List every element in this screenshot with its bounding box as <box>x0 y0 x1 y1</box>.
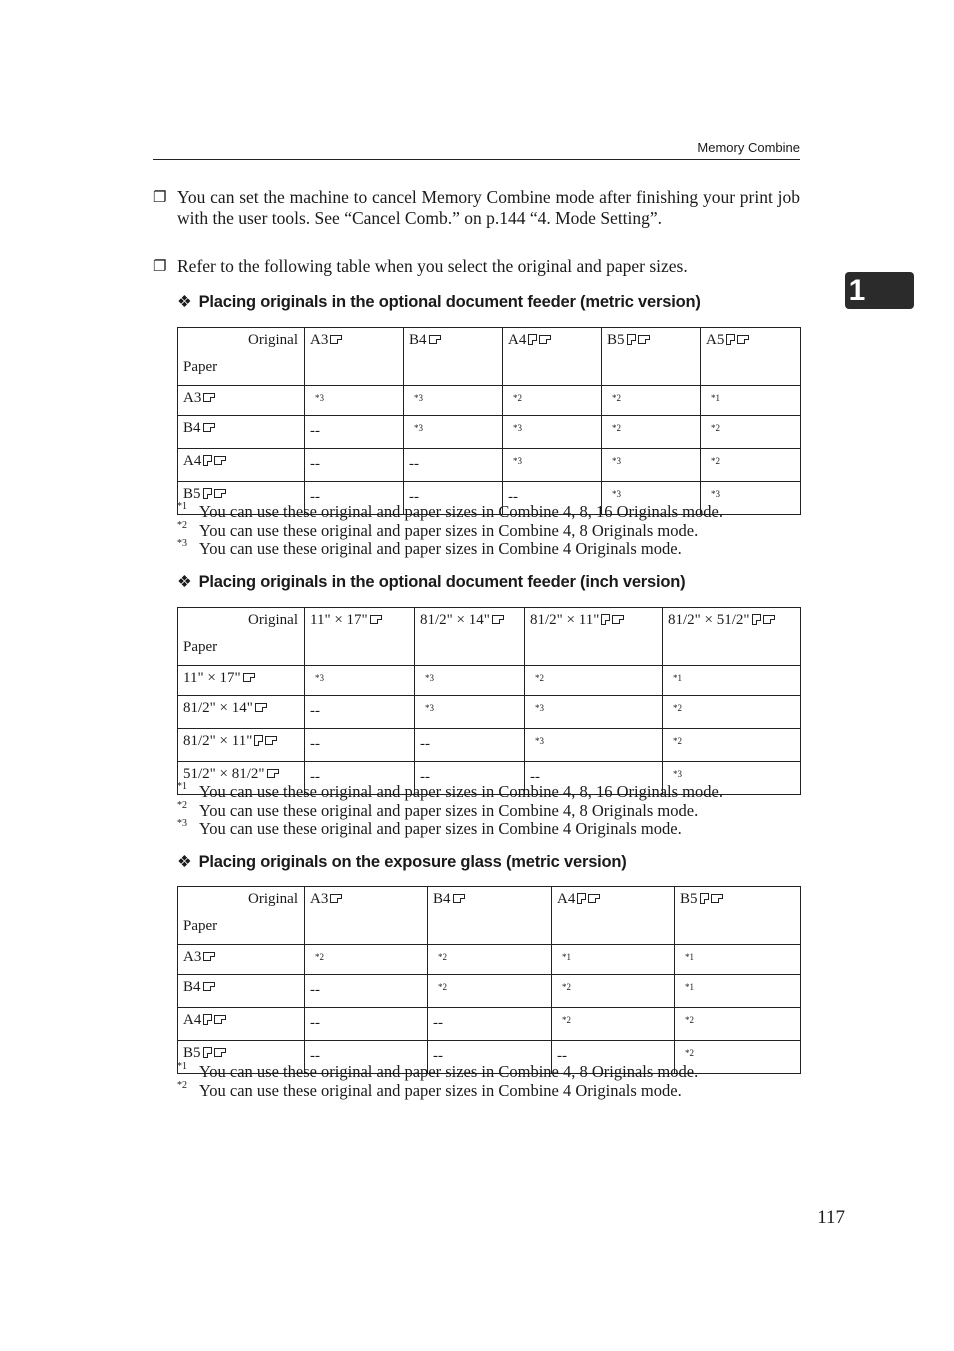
corner-cell <box>178 608 305 666</box>
portrait-paper-icon <box>752 614 761 625</box>
table-cell: *3 <box>701 482 801 515</box>
section-title-feeder-inch: ❖ Placing originals in the optional document feeder (inch version) <box>177 572 686 591</box>
table-cell: -- <box>428 1041 552 1074</box>
table-cell: *3 <box>602 482 701 515</box>
table-cell: *2 <box>552 975 675 1008</box>
table-cell: *2 <box>602 416 701 449</box>
table-cell: *3 <box>525 696 663 729</box>
landscape-paper-icon <box>330 894 342 903</box>
portrait-paper-icon <box>601 614 610 625</box>
table-row <box>178 945 801 975</box>
table-feeder-metric <box>177 327 801 515</box>
table-cell: -- <box>552 1041 675 1074</box>
portrait-paper-icon <box>726 334 735 345</box>
table-cell: *2 <box>305 945 428 975</box>
checkbox-icon: ❐ <box>153 257 167 275</box>
column-header: A4 <box>503 328 602 386</box>
landscape-paper-icon <box>265 736 277 745</box>
row-header: A4 <box>178 1008 305 1041</box>
landscape-paper-icon <box>203 393 215 402</box>
checkbox-icon: ❐ <box>153 188 167 206</box>
landscape-paper-icon <box>429 335 441 344</box>
portrait-paper-icon <box>254 735 263 746</box>
table-cell: *2 <box>602 386 701 416</box>
column-header: 81/2" × 14" <box>415 608 525 666</box>
column-header: 11" × 17" <box>305 608 415 666</box>
table-cell: *2 <box>525 666 663 696</box>
landscape-paper-icon <box>492 615 504 624</box>
note-refer-table <box>153 256 800 277</box>
table-cell: -- <box>305 762 415 795</box>
table-cell: *3 <box>305 386 404 416</box>
column-header: B4 <box>404 328 503 386</box>
table-glass-metric <box>177 886 801 1074</box>
table-cell: *2 <box>663 729 801 762</box>
landscape-paper-icon <box>214 1048 226 1057</box>
table-header-row <box>178 887 801 945</box>
row-header: B4 <box>178 975 305 1008</box>
portrait-paper-icon <box>700 893 709 904</box>
landscape-paper-icon <box>203 982 215 991</box>
table-cell: -- <box>525 762 663 795</box>
table-cell: *1 <box>675 975 801 1008</box>
portrait-paper-icon <box>627 334 636 345</box>
original-label: Original <box>248 612 298 628</box>
landscape-paper-icon <box>370 615 382 624</box>
table-cell: -- <box>503 482 602 515</box>
table-cell: *3 <box>404 386 503 416</box>
row-header: B4 <box>178 416 305 449</box>
landscape-paper-icon <box>453 894 465 903</box>
portrait-paper-icon <box>203 1014 212 1025</box>
row-header: A3 <box>178 386 305 416</box>
table-cell: *1 <box>552 945 675 975</box>
column-header: B4 <box>428 887 552 945</box>
table-cell: *3 <box>415 696 525 729</box>
table-cell: *2 <box>503 386 602 416</box>
table-cell: -- <box>415 729 525 762</box>
running-head: Memory Combine <box>697 140 800 155</box>
table-header-row <box>178 608 801 666</box>
landscape-paper-icon <box>214 456 226 465</box>
portrait-paper-icon <box>203 488 212 499</box>
column-header: B5 <box>602 328 701 386</box>
table-cell: -- <box>404 449 503 482</box>
portrait-paper-icon <box>577 893 586 904</box>
landscape-paper-icon <box>539 335 551 344</box>
landscape-paper-icon <box>763 615 775 624</box>
column-header: A3 <box>305 887 428 945</box>
landscape-paper-icon <box>737 335 749 344</box>
table-row <box>178 416 801 449</box>
row-header: 81/2" × 11" <box>178 729 305 762</box>
row-header: 11" × 17" <box>178 666 305 696</box>
diamond-bullet-icon: ❖ <box>177 852 192 871</box>
table-cell: *3 <box>404 416 503 449</box>
table-feeder-inch <box>177 607 801 795</box>
landscape-paper-icon <box>203 423 215 432</box>
landscape-paper-icon <box>203 952 215 961</box>
table-cell: *2 <box>675 1008 801 1041</box>
table-cell: -- <box>305 696 415 729</box>
table-row <box>178 975 801 1008</box>
table-cell: -- <box>404 482 503 515</box>
row-header: 81/2" × 14" <box>178 696 305 729</box>
column-header: 81/2" × 11" <box>525 608 663 666</box>
footnote: *2 You can use these original and paper sizes in Combine 4 Originals mode. <box>177 1080 682 1100</box>
table-cell: -- <box>428 1008 552 1041</box>
footnote: *1 You can use these original and paper sizes in Combine 4, 8 Originals mode. <box>177 1061 699 1081</box>
landscape-paper-icon <box>214 1015 226 1024</box>
row-header: A3 <box>178 945 305 975</box>
table-cell: -- <box>305 449 404 482</box>
original-label: Original <box>248 332 298 348</box>
landscape-paper-icon <box>711 894 723 903</box>
diamond-bullet-icon: ❖ <box>177 292 192 311</box>
table-cell: *3 <box>663 762 801 795</box>
table-row <box>178 386 801 416</box>
table-cell: *2 <box>701 449 801 482</box>
landscape-paper-icon <box>267 769 279 778</box>
landscape-paper-icon <box>214 489 226 498</box>
landscape-paper-icon <box>612 615 624 624</box>
section-title-glass-metric: ❖ Placing originals on the exposure glass (metric version) <box>177 852 627 871</box>
original-label: Original <box>248 891 298 907</box>
landscape-paper-icon <box>255 703 267 712</box>
landscape-paper-icon <box>330 335 342 344</box>
table-cell: *3 <box>602 449 701 482</box>
portrait-paper-icon <box>203 455 212 466</box>
column-header: 81/2" × 51/2" <box>663 608 801 666</box>
portrait-paper-icon <box>203 1047 212 1058</box>
table-cell: *3 <box>503 416 602 449</box>
chapter-tab: 1 <box>845 272 914 309</box>
table-cell: -- <box>305 482 404 515</box>
table-cell: *2 <box>675 1041 801 1074</box>
footnote: *3 You can use these original and paper sizes in Combine 4 Originals mode. <box>177 818 682 838</box>
table-cell: *2 <box>428 975 552 1008</box>
footnote: *2 You can use these original and paper sizes in Combine 4, 8 Originals mode. <box>177 520 699 540</box>
column-header: A3 <box>305 328 404 386</box>
landscape-paper-icon <box>638 335 650 344</box>
table-cell: *3 <box>415 666 525 696</box>
header-rule <box>153 159 800 160</box>
paper-label: Paper <box>183 359 218 375</box>
table-cell: -- <box>415 762 525 795</box>
column-header: B5 <box>675 887 801 945</box>
table-cell: *1 <box>663 666 801 696</box>
landscape-paper-icon <box>243 673 255 682</box>
table-cell: -- <box>305 416 404 449</box>
table-cell: -- <box>305 975 428 1008</box>
table-cell: *2 <box>552 1008 675 1041</box>
row-header: A4 <box>178 449 305 482</box>
note-text: You can set the machine to cancel Memory Combine mode after finishing your print job with the user tools. See “Cancel Comb.” on p.144 “4. Mode Setting”. <box>177 187 800 228</box>
column-header: A4 <box>552 887 675 945</box>
table-cell: *2 <box>663 696 801 729</box>
portrait-paper-icon <box>528 334 537 345</box>
table-cell: *1 <box>675 945 801 975</box>
table-cell: *3 <box>305 666 415 696</box>
note-cancel-memory-combine <box>153 187 800 228</box>
footnote: *1 You can use these original and paper sizes in Combine 4, 8, 16 Originals mode. <box>177 781 723 801</box>
table-cell: *3 <box>525 729 663 762</box>
note-text: Refer to the following table when you select the original and paper sizes. <box>177 256 688 276</box>
table-cell: -- <box>305 729 415 762</box>
page-number: 117 <box>817 1207 845 1228</box>
table-header-row <box>178 328 801 386</box>
corner-cell <box>178 328 305 386</box>
table-row <box>178 666 801 696</box>
footnote: *1 You can use these original and paper sizes in Combine 4, 8, 16 Originals mode. <box>177 501 723 521</box>
table-cell: -- <box>305 1041 428 1074</box>
table-row <box>178 729 801 762</box>
table-cell: *2 <box>428 945 552 975</box>
table-row <box>178 696 801 729</box>
paper-label: Paper <box>183 639 218 655</box>
landscape-paper-icon <box>588 894 600 903</box>
table-cell: -- <box>305 1008 428 1041</box>
row-header: B5 <box>178 1041 305 1074</box>
table-row <box>178 449 801 482</box>
paper-label: Paper <box>183 918 218 934</box>
table-cell: *3 <box>503 449 602 482</box>
corner-cell <box>178 887 305 945</box>
footnote: *2 You can use these original and paper sizes in Combine 4, 8 Originals mode. <box>177 800 699 820</box>
section-title-feeder-metric: ❖ Placing originals in the optional document feeder (metric version) <box>177 292 701 311</box>
table-cell: *1 <box>701 386 801 416</box>
row-header: 51/2" × 81/2" <box>178 762 305 795</box>
footnote: *3 You can use these original and paper sizes in Combine 4 Originals mode. <box>177 538 682 558</box>
column-header: A5 <box>701 328 801 386</box>
table-cell: *2 <box>701 416 801 449</box>
diamond-bullet-icon: ❖ <box>177 572 192 591</box>
table-row <box>178 1008 801 1041</box>
row-header: B5 <box>178 482 305 515</box>
